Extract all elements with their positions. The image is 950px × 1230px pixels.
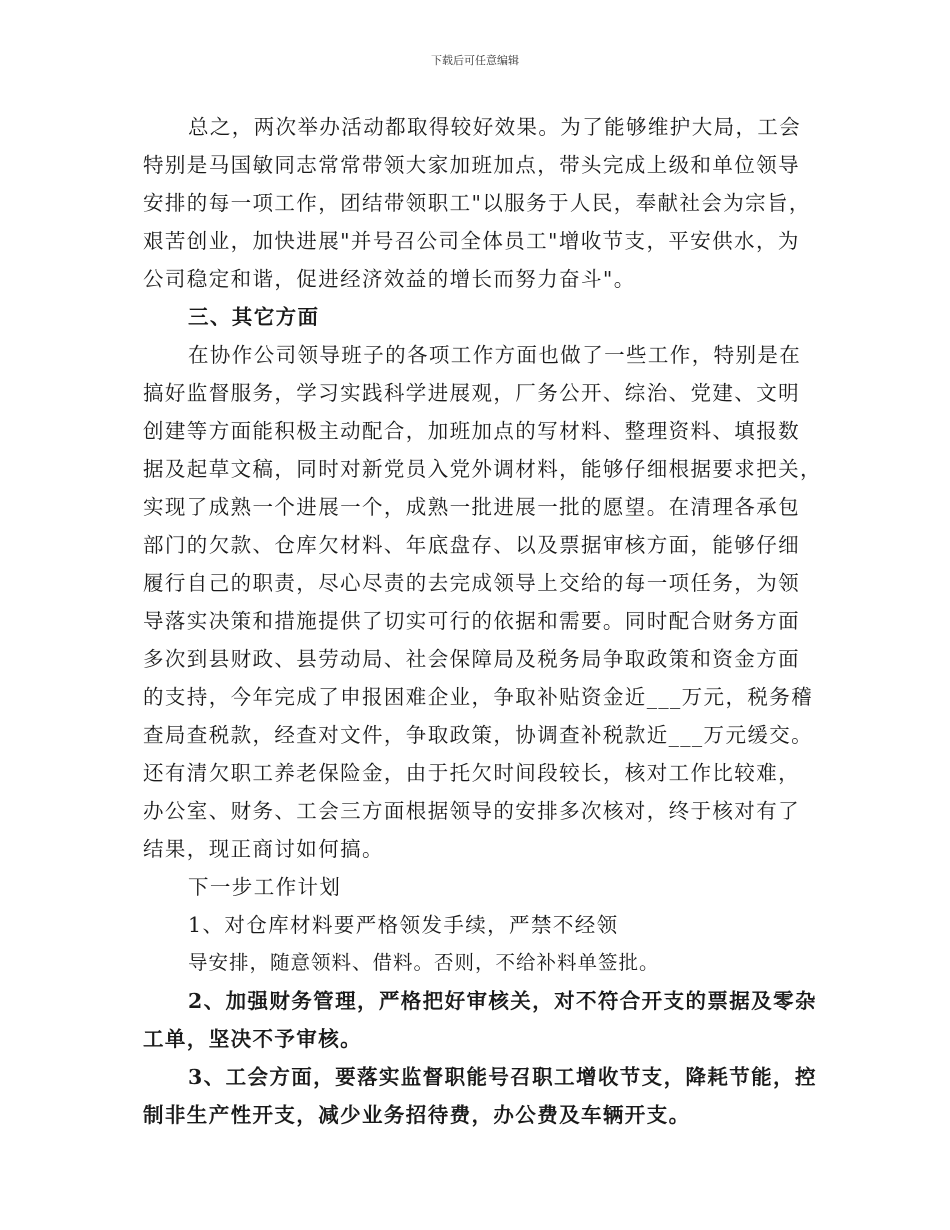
other-line: 搞好监督服务，学习实践科学进展观，厂务公开、综治、党建、文明 [143,381,800,405]
plan-item-1: 1、对仓库材料要严格领发手续，严禁不经领 [188,913,619,937]
summary-line: 艰苦创业，加快进展"并号召公司全体员工"增收节支，平安供水，为 [143,229,800,253]
summary-line: 公司稳定和谐，促进经济效益的增长而努力奋斗"。 [143,267,636,291]
other-line: 导落实决策和措施提供了切实可行的依据和需要。同时配合财务方面 [143,609,800,633]
other-line: 履行自己的职责，尽心尽责的去完成领导上交给的每一项任务，为领 [143,571,800,595]
page-header: 下载后可任意编辑 [431,54,519,67]
section-heading-other: 三、其它方面 [188,305,320,329]
summary-line: 总之，两次举办活动都取得较好效果。为了能够维护大局，工会 [188,115,802,139]
section-heading-plan: 下一步工作计划 [188,875,342,899]
plan-item-3: 3、工会方面，要落实监督职能号召职工增收节支，降耗节能，控 [188,1065,817,1089]
other-line: 据及起草文稿，同时对新党员入党外调材料，能够仔细根据要求把关， [143,457,822,481]
plan-item-3-continuation: 制非生产性开支，减少业务招待费，办公费及车辆开支。 [143,1103,691,1127]
other-line: 查局查税款，经查对文件，争取政策，协调查补税款近___万元缓交。 [143,723,814,747]
other-line: 办公室、财务、工会三方面根据领导的安排多次核对，终于核对有了 [143,799,800,823]
summary-line: 特别是马国敏同志常常带领大家加班加点，带头完成上级和单位领导 [143,153,800,177]
other-line: 在协作公司领导班子的各项工作方面也做了一些工作，特别是在 [188,343,802,367]
other-line: 的支持，今年完成了申报困难企业，争取补贴资金近___万元，税务稽 [143,685,814,709]
plan-item-2: 2、加强财务管理，严格把好审核关，对不符合开支的票据及零杂 [188,989,817,1013]
summary-line: 安排的每一项工作，团结带领职工"以服务于人民，奉献社会为宗旨， [143,191,811,215]
other-line: 部门的欠款、仓库欠材料、年底盘存、以及票据审核方面，能够仔细 [143,533,800,557]
other-line: 创建等方面能积极主动配合，加班加点的写材料、整理资料、填报数 [143,419,800,443]
other-line: 还有清欠职工养老保险金，由于托欠时间段较长，核对工作比较难， [143,761,800,785]
plan-item-1-continuation: 导安排，随意领料、借料。否则，不给补料单签批。 [188,951,660,974]
other-line: 结果，现正商讨如何搞。 [143,837,384,861]
other-line: 多次到县财政、县劳动局、社会保障局及税务局争取政策和资金方面 [143,647,800,671]
plan-item-2-continuation: 工单，坚决不予审核。 [143,1027,362,1051]
other-line: 实现了成熟一个进展一个，成熟一批进展一批的愿望。在清理各承包 [143,495,800,519]
